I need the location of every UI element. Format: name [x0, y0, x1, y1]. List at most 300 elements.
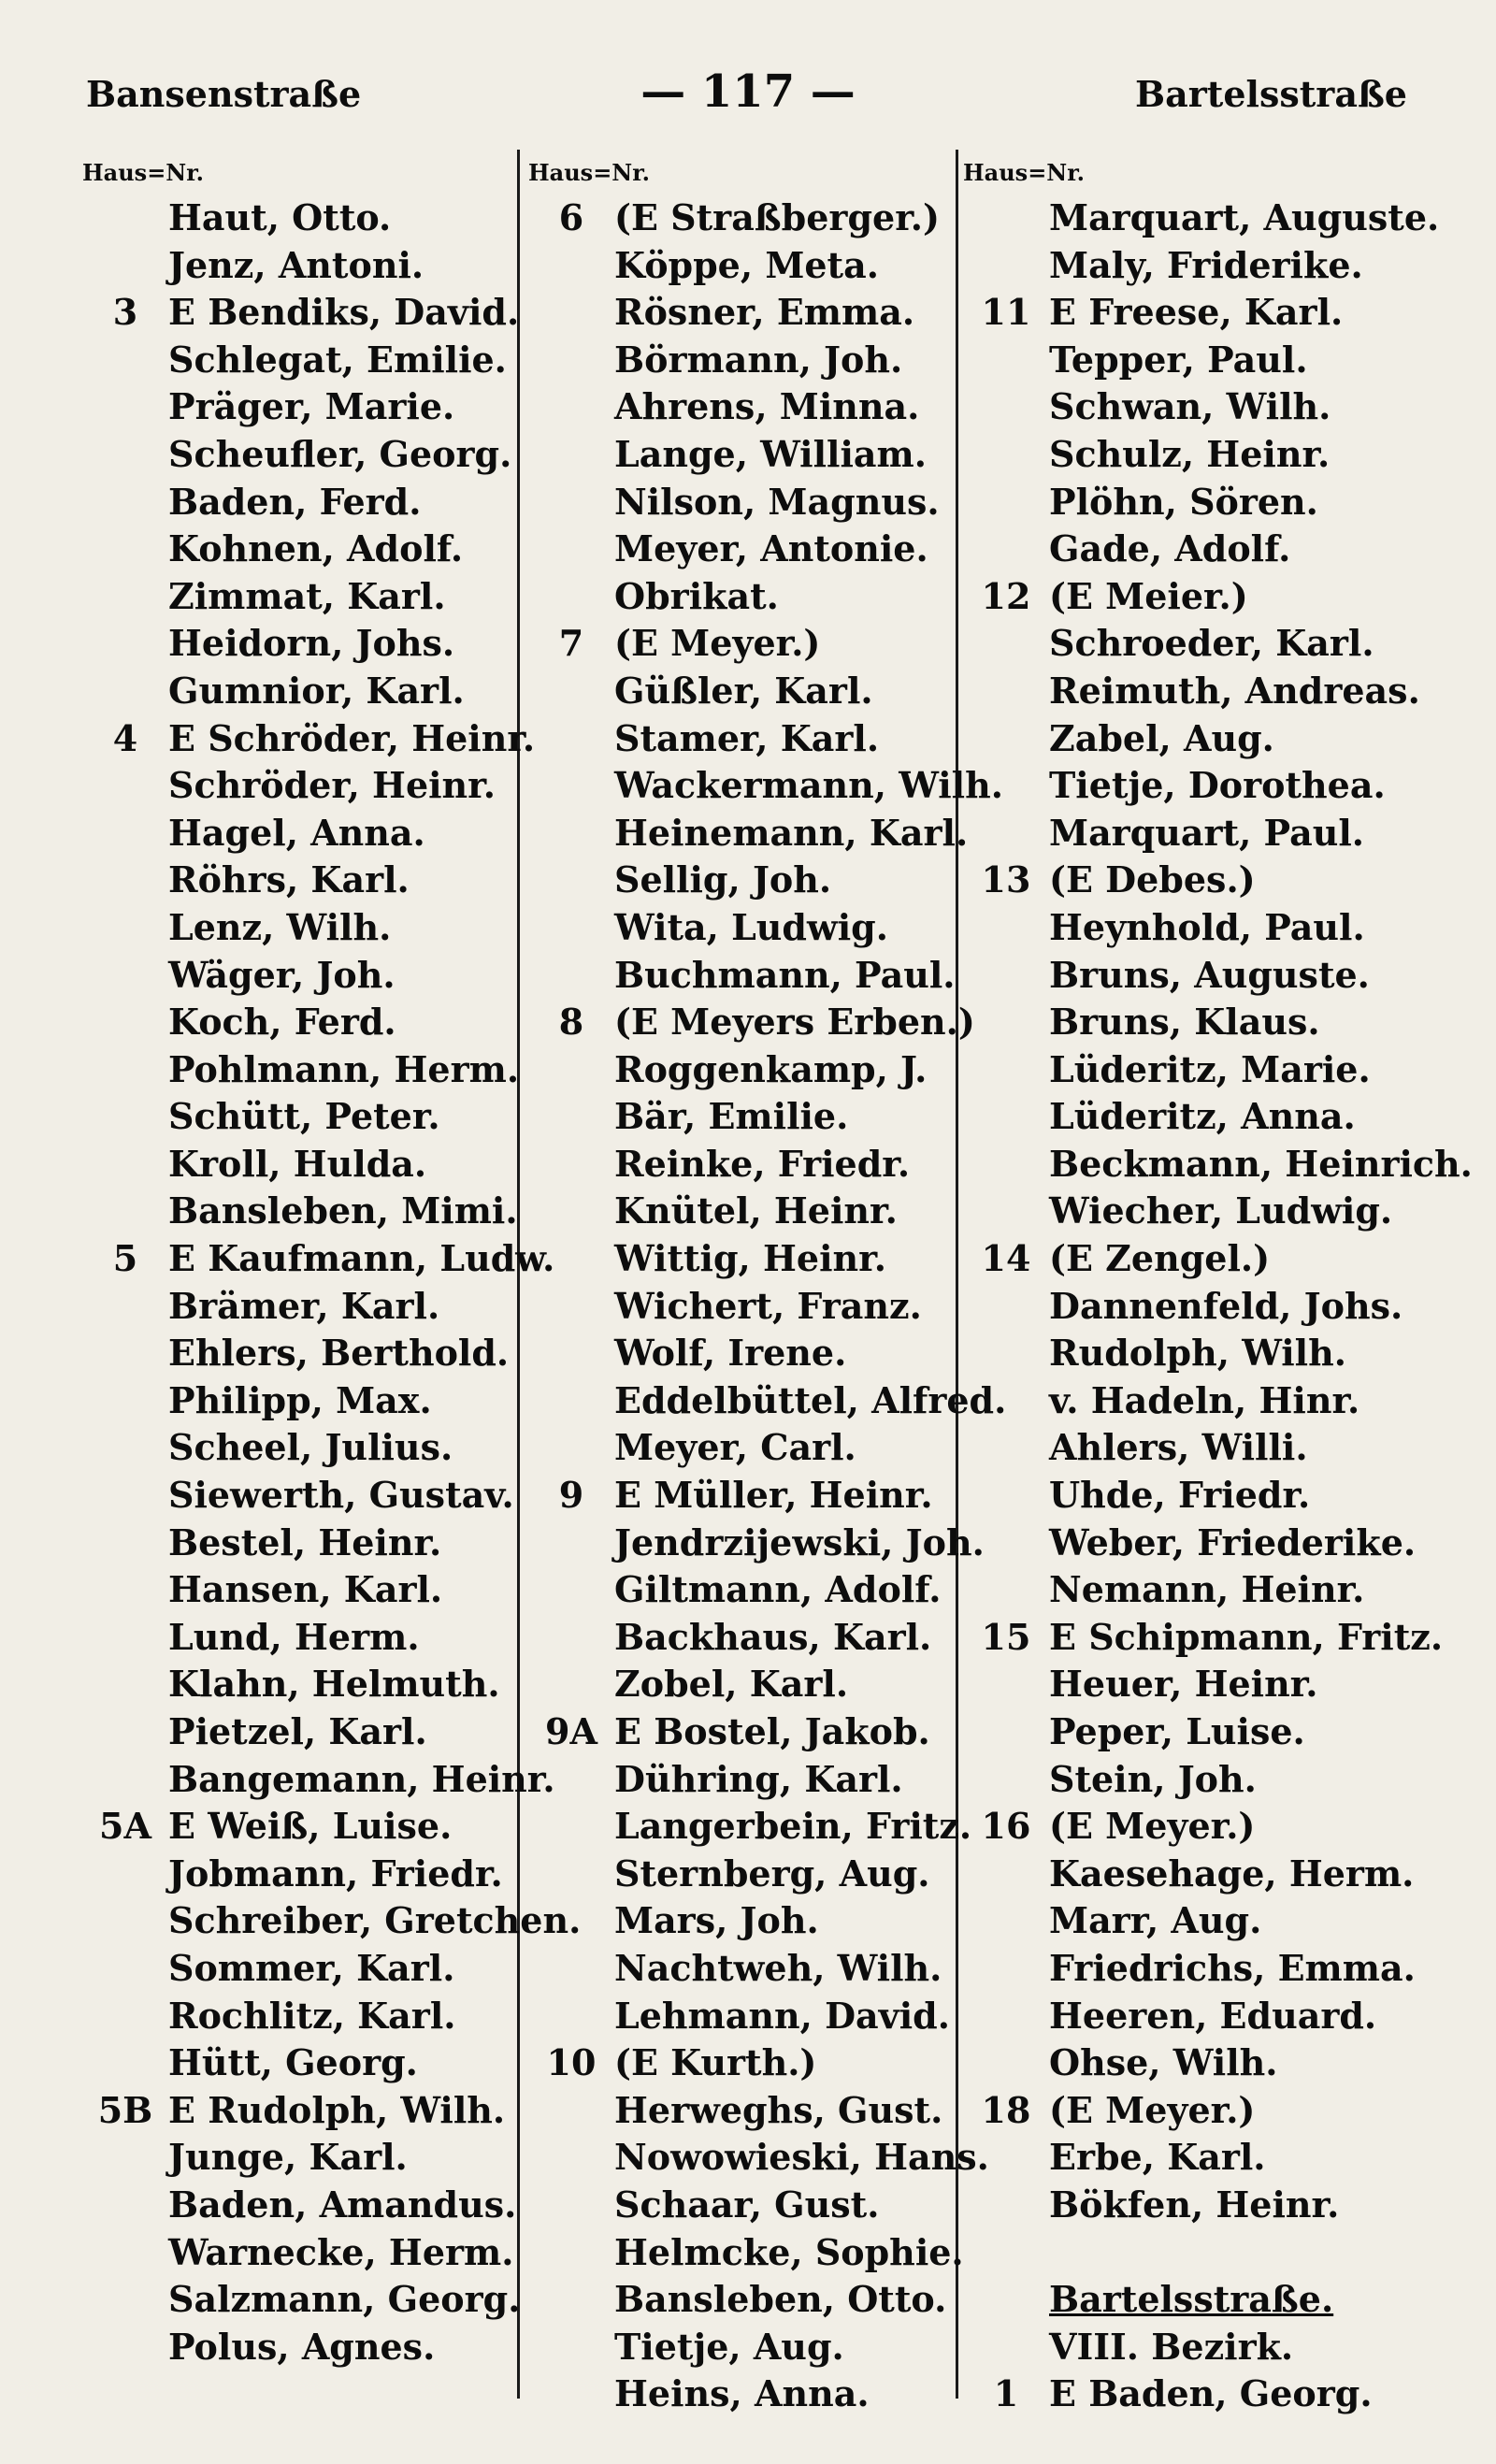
list-item	[82, 715, 536, 763]
list-item	[963, 810, 1412, 857]
list-item	[963, 1945, 1416, 1993]
resident-name: Röhrs, Karl.	[168, 858, 410, 901]
resident-name: Polus, Agnes.	[168, 2325, 436, 2368]
list-item	[528, 1897, 968, 1945]
resident-name: Tietje, Dorothea.	[1049, 764, 1386, 807]
list-item	[82, 195, 512, 242]
list-item	[963, 857, 1412, 904]
resident-name: Klahn, Helmuth.	[168, 1663, 500, 1706]
list-item	[963, 2087, 1412, 2135]
resident-name: Heidorn, Johs.	[168, 622, 455, 665]
resident-name: Ohse, Wilh.	[1049, 2041, 1278, 2084]
resident-name: Koch, Ferd.	[168, 1001, 396, 1044]
list-item	[82, 1851, 512, 1898]
resident-name: Plöhn, Sören.	[1049, 480, 1318, 523]
resident-name: (E Kurth.)	[614, 2041, 817, 2084]
resident-name: Buchmann, Paul.	[614, 953, 956, 996]
list-item	[963, 1897, 1412, 1945]
list-item	[82, 1993, 512, 2040]
resident-name: Sellig, Joh.	[614, 858, 832, 901]
list-item	[963, 2370, 1412, 2418]
list-item	[528, 1046, 968, 1094]
resident-name: Schütt, Peter.	[168, 1095, 440, 1138]
resident-name: Bansleben, Mimi.	[168, 1189, 518, 1232]
resident-name: Lüderitz, Anna.	[1049, 1095, 1356, 1138]
list-item	[528, 1614, 968, 1662]
list-item	[528, 1756, 968, 1804]
list-item	[963, 668, 1420, 715]
list-item	[528, 1141, 968, 1189]
running-head-left: Bansenstraße	[86, 73, 362, 115]
list-item	[963, 2134, 1412, 2182]
resident-name: Marquart, Auguste.	[1049, 196, 1440, 238]
list-item	[528, 1566, 968, 1614]
list-item	[963, 1283, 1412, 1331]
list-item	[963, 1993, 1412, 2040]
house-number: 9	[558, 1474, 584, 1517]
list-item	[82, 479, 512, 526]
resident-name: Baden, Amandus.	[168, 2183, 517, 2226]
resident-name: Nemann, Heinr.	[1049, 1568, 1365, 1611]
resident-name: Beckmann, Heinrich.	[1049, 1142, 1473, 1185]
list-item	[82, 1945, 512, 1993]
resident-name: Rösner, Emma.	[614, 291, 915, 334]
resident-name: Salzmann, Georg.	[168, 2278, 521, 2321]
resident-name: Schroeder, Karl.	[1049, 622, 1374, 665]
resident-name: Bansleben, Otto.	[614, 2278, 947, 2321]
resident-name: (E Meyer.)	[1049, 1805, 1256, 1848]
resident-name: Jenz, Antoni.	[168, 243, 424, 286]
list-item	[963, 2324, 1412, 2371]
list-item	[528, 2134, 989, 2182]
resident-name: Schröder, Heinr.	[168, 764, 496, 807]
resident-name: (E Meyer.)	[1049, 2088, 1256, 2131]
list-item	[82, 1472, 512, 1520]
resident-name: Börmann, Joh.	[614, 338, 903, 381]
list-item	[82, 2182, 517, 2229]
list-item	[82, 904, 512, 952]
list-item	[963, 1708, 1412, 1756]
list-item	[528, 1993, 968, 2040]
resident-name: Giltmann, Adolf.	[614, 1568, 942, 1611]
house-number: 5A	[99, 1805, 151, 1848]
list-item	[528, 2276, 968, 2324]
list-item	[528, 762, 1003, 810]
list-item	[963, 620, 1412, 668]
list-item	[528, 289, 968, 337]
resident-name: Junge, Karl.	[168, 2136, 408, 2179]
resident-name: (E Meier.)	[1049, 574, 1248, 617]
list-item	[82, 620, 512, 668]
list-item	[528, 2229, 968, 2277]
list-item	[528, 2039, 968, 2087]
house-number: 1	[993, 2372, 1019, 2415]
list-item	[963, 1093, 1412, 1141]
resident-name: Zobel, Karl.	[614, 1663, 849, 1706]
resident-name: Stein, Joh.	[1049, 1757, 1257, 1800]
list-item	[82, 1566, 512, 1614]
resident-name: E Weiß, Luise.	[168, 1805, 453, 1848]
list-item	[82, 526, 512, 573]
resident-name: (E Debes.)	[1049, 858, 1256, 901]
resident-name: Maly, Friderike.	[1049, 243, 1363, 286]
resident-name: Meyer, Carl.	[614, 1426, 856, 1469]
resident-name: Reinke, Friedr.	[614, 1142, 911, 1185]
resident-name: Lange, William.	[614, 432, 927, 475]
list-item	[528, 526, 968, 573]
resident-name: Schlegat, Emilie.	[168, 338, 507, 381]
house-number: 9A	[545, 1710, 597, 1752]
list-item	[528, 620, 968, 668]
list-item	[963, 904, 1412, 952]
resident-name: Sternberg, Aug.	[614, 1852, 930, 1895]
list-item	[963, 1330, 1412, 1377]
list-item	[963, 715, 1412, 763]
resident-name: Lenz, Wilh.	[168, 905, 392, 948]
resident-name: (E Meyers Erben.)	[614, 1001, 975, 1044]
resident-name: Lehmann, David.	[614, 1994, 950, 2037]
list-item	[528, 715, 968, 763]
list-item	[82, 1188, 518, 1235]
resident-name: Wackermann, Wilh.	[614, 764, 1003, 807]
resident-name: Güßler, Karl.	[614, 669, 873, 712]
list-item	[963, 526, 1412, 573]
list-item	[82, 952, 512, 1000]
resident-name: Dannenfeld, Johs.	[1049, 1284, 1403, 1327]
resident-name: Gade, Adolf.	[1049, 527, 1291, 570]
resident-name: Gumnior, Karl.	[168, 669, 465, 712]
house-number: 10	[546, 2041, 597, 2084]
resident-name: Wichert, Franz.	[614, 1284, 922, 1327]
list-item	[963, 195, 1440, 242]
list-item	[528, 383, 968, 431]
house-number: 13	[981, 858, 1031, 901]
list-item	[82, 1897, 582, 1945]
resident-name: (E Meyer.)	[614, 622, 821, 665]
resident-name: Nowowieski, Hans.	[614, 2136, 989, 2179]
list-item	[963, 1566, 1412, 1614]
list-item	[82, 810, 512, 857]
directory-column-3	[963, 159, 1473, 2418]
list-item	[82, 1141, 512, 1189]
resident-name: E Freese, Karl.	[1049, 291, 1344, 334]
list-item	[528, 1235, 968, 1283]
resident-name: Wäger, Joh.	[168, 953, 396, 996]
house-number: 16	[981, 1805, 1031, 1848]
list-item	[963, 1377, 1412, 1425]
resident-name: E Kaufmann, Ludw.	[168, 1237, 555, 1280]
resident-name: Philipp, Max.	[168, 1378, 432, 1421]
list-item	[528, 2370, 968, 2418]
resident-name: Knütel, Heinr.	[614, 1189, 898, 1232]
list-item	[82, 1803, 512, 1851]
list-item	[963, 2039, 1412, 2087]
resident-name: Rudolph, Wilh.	[1049, 1332, 1346, 1375]
list-item	[82, 1283, 512, 1331]
list-item	[82, 857, 512, 904]
resident-name: Reimuth, Andreas.	[1049, 669, 1420, 712]
resident-name: Sommer, Karl.	[168, 1946, 455, 1989]
list-item	[82, 573, 512, 621]
list-item	[963, 999, 1412, 1046]
list-item	[528, 1188, 968, 1235]
resident-name: Heeren, Eduard.	[1049, 1994, 1377, 2037]
list-item	[82, 1046, 520, 1094]
resident-name: Friedrichs, Emma.	[1049, 1946, 1416, 1989]
resident-name: Hagel, Anna.	[168, 811, 425, 854]
house-number: 14	[981, 1237, 1031, 1280]
resident-name: Scheel, Julius.	[168, 1426, 453, 1469]
list-item	[963, 2182, 1412, 2229]
list-item	[528, 2324, 968, 2371]
list-item	[963, 1235, 1412, 1283]
list-item	[963, 1756, 1412, 1804]
resident-name: Schaar, Gust.	[614, 2183, 880, 2226]
list-item	[82, 1235, 555, 1283]
resident-name: Pohlmann, Herm.	[168, 1047, 520, 1090]
column-head: Haus=Nr.	[963, 159, 1086, 186]
list-item	[528, 1330, 968, 1377]
resident-name: E Baden, Georg.	[1049, 2372, 1373, 2415]
list-item	[528, 857, 968, 904]
resident-name: Dühring, Karl.	[614, 1757, 903, 1800]
resident-name: Meyer, Antonie.	[614, 527, 928, 570]
resident-name: Pietzel, Karl.	[168, 1710, 427, 1752]
list-item	[528, 1377, 1007, 1425]
resident-name: Heuer, Heinr.	[1049, 1663, 1318, 1706]
list-item	[82, 289, 520, 337]
resident-name: Lund, Herm.	[168, 1615, 420, 1658]
list-item	[963, 242, 1412, 290]
running-head-right: Bartelsstraße	[1135, 73, 1407, 115]
list-item	[528, 952, 968, 1000]
resident-name: Siewerth, Gustav.	[168, 1474, 514, 1517]
list-item	[528, 573, 968, 621]
resident-name: Scheufler, Georg.	[168, 432, 512, 475]
house-number: 4	[112, 716, 138, 759]
list-item	[963, 1661, 1412, 1708]
resident-name: E Bostel, Jakob.	[614, 1710, 930, 1752]
resident-name: Rochlitz, Karl.	[168, 1994, 456, 2037]
resident-name: Bär, Emilie.	[614, 1095, 849, 1138]
list-item	[82, 1661, 512, 1708]
resident-name: Stamer, Karl.	[614, 716, 880, 759]
list-item	[528, 1661, 968, 1708]
resident-name: Hütt, Georg.	[168, 2041, 418, 2084]
resident-name: E Schipmann, Fritz.	[1049, 1615, 1444, 1658]
house-number: 6	[558, 196, 584, 238]
resident-name: Marquart, Paul.	[1049, 811, 1365, 854]
list-item	[963, 383, 1412, 431]
list-item	[528, 810, 968, 857]
list-item	[82, 2087, 512, 2135]
page-number: — 117 —	[640, 65, 856, 118]
list-item	[528, 479, 968, 526]
resident-name: Heinemann, Karl.	[614, 811, 969, 854]
list-item	[963, 573, 1412, 621]
resident-name: Baden, Ferd.	[168, 480, 422, 523]
resident-name: v. Hadeln, Hinr.	[1049, 1378, 1360, 1421]
resident-name: Schreiber, Gretchen.	[168, 1899, 582, 1942]
list-item	[528, 337, 968, 384]
resident-name: Bökfen, Heinr.	[1049, 2183, 1340, 2226]
resident-name: E Schröder, Heinr.	[168, 716, 536, 759]
resident-name: Bangemann, Heinr.	[168, 1757, 555, 1800]
list-item	[528, 2182, 968, 2229]
resident-name: Wita, Ludwig.	[614, 905, 888, 948]
list-item	[963, 1424, 1412, 1472]
house-number: 5B	[97, 2088, 153, 2131]
list-item	[82, 1520, 512, 1567]
list-item	[963, 1803, 1412, 1851]
list-item	[528, 1472, 968, 1520]
list-item	[963, 1472, 1412, 1520]
resident-name: Bruns, Auguste.	[1049, 953, 1370, 996]
list-item	[82, 2324, 512, 2371]
house-number: 11	[981, 291, 1031, 334]
house-number: 3	[112, 291, 138, 334]
list-item	[82, 1377, 512, 1425]
resident-name: Köppe, Meta.	[614, 243, 879, 286]
resident-name: Weber, Friederike.	[1049, 1520, 1417, 1563]
list-item	[82, 999, 512, 1046]
list-item	[528, 904, 968, 952]
list-item	[528, 242, 968, 290]
resident-name: Helmcke, Sophie.	[614, 2230, 964, 2273]
resident-name: Nilson, Magnus.	[614, 480, 940, 523]
resident-name: E Müller, Heinr.	[614, 1474, 933, 1517]
list-item	[82, 1093, 512, 1141]
list-item	[82, 762, 512, 810]
resident-name: Bartelsstraße.	[1049, 2278, 1334, 2321]
list-item	[82, 2276, 521, 2324]
resident-name: Heins, Anna.	[614, 2372, 870, 2415]
list-item	[528, 195, 968, 242]
list-item	[963, 431, 1412, 479]
resident-name: Brämer, Karl.	[168, 1284, 440, 1327]
column-head: Haus=Nr.	[528, 159, 651, 186]
list-item	[963, 2229, 1412, 2277]
resident-name: Warnecke, Herm.	[168, 2230, 514, 2273]
list-item	[82, 1756, 555, 1804]
resident-name: Ahlers, Willi.	[1049, 1426, 1308, 1469]
list-item	[82, 431, 512, 479]
list-item	[963, 479, 1412, 526]
resident-name: Tepper, Paul.	[1049, 338, 1308, 381]
list-item	[963, 2276, 1412, 2324]
resident-name: (E Straßberger.)	[614, 196, 940, 238]
resident-name: Schwan, Wilh.	[1049, 385, 1331, 428]
list-item	[963, 1520, 1417, 1567]
resident-name: (E Zengel.)	[1049, 1237, 1271, 1280]
resident-name: Wittig, Heinr.	[614, 1237, 886, 1280]
resident-name: Präger, Marie.	[168, 385, 455, 428]
resident-name: Kroll, Hulda.	[168, 1142, 427, 1185]
list-item	[963, 289, 1412, 337]
list-item	[528, 1708, 968, 1756]
list-item	[528, 1520, 985, 1567]
list-item	[82, 1614, 512, 1662]
list-item	[82, 1708, 512, 1756]
list-item	[963, 337, 1412, 384]
resident-name: Heynhold, Paul.	[1049, 905, 1365, 948]
house-number: 5	[112, 1237, 138, 1280]
resident-name: Langerbein, Fritz.	[614, 1805, 972, 1848]
list-item	[963, 1188, 1412, 1235]
list-item	[528, 1803, 972, 1851]
house-number: 12	[981, 574, 1031, 617]
resident-name: E Rudolph, Wilh.	[168, 2088, 506, 2131]
resident-name: Bruns, Klaus.	[1049, 1001, 1320, 1044]
resident-name: Kaesehage, Herm.	[1049, 1852, 1415, 1895]
resident-name: Peper, Luise.	[1049, 1710, 1305, 1752]
list-item	[963, 1141, 1473, 1189]
resident-name: Wiecher, Ludwig.	[1049, 1189, 1393, 1232]
house-number: 15	[981, 1615, 1031, 1658]
resident-name: Zabel, Aug.	[1049, 716, 1274, 759]
resident-name: Haut, Otto.	[168, 196, 392, 238]
resident-name: Bestel, Heinr.	[168, 1520, 442, 1563]
resident-name: Obrikat.	[614, 574, 779, 617]
house-number: 8	[558, 1001, 584, 1044]
resident-name: Tietje, Aug.	[614, 2325, 844, 2368]
resident-name: Ehlers, Berthold.	[168, 1332, 510, 1375]
house-number: 7	[558, 622, 584, 665]
list-item	[963, 1046, 1412, 1094]
resident-name: E Bendiks, David.	[168, 291, 520, 334]
resident-name: Zimmat, Karl.	[168, 574, 446, 617]
resident-name: Uhde, Friedr.	[1049, 1474, 1311, 1517]
resident-name: Herweghs, Gust.	[614, 2088, 943, 2131]
resident-name: Marr, Aug.	[1049, 1899, 1262, 1942]
resident-name: Jobmann, Friedr.	[168, 1852, 503, 1895]
list-item	[528, 2087, 968, 2135]
list-item	[963, 952, 1412, 1000]
resident-name: Kohnen, Adolf.	[168, 527, 464, 570]
list-item	[82, 2229, 512, 2277]
list-item	[963, 1851, 1415, 1898]
list-item	[963, 762, 1412, 810]
list-item	[528, 668, 968, 715]
resident-name: Eddelbüttel, Alfred.	[614, 1378, 1007, 1421]
list-item	[528, 999, 975, 1046]
list-item	[82, 383, 512, 431]
resident-name: Nachtweh, Wilh.	[614, 1946, 942, 1989]
list-item	[82, 1424, 512, 1472]
list-item	[963, 1614, 1444, 1662]
list-item	[528, 431, 968, 479]
list-item	[82, 1330, 512, 1377]
resident-name: Roggenkamp, J.	[614, 1047, 928, 1090]
resident-name: Backhaus, Karl.	[614, 1615, 932, 1658]
list-item	[528, 1851, 968, 1898]
resident-name: Jendrzijewski, Joh.	[614, 1520, 985, 1563]
list-item	[82, 2134, 512, 2182]
list-item	[528, 1945, 968, 1993]
list-item	[82, 668, 512, 715]
list-item	[82, 2039, 512, 2087]
house-number: 18	[981, 2088, 1031, 2131]
column-head: Haus=Nr.	[82, 159, 205, 186]
list-item	[528, 1283, 968, 1331]
resident-name: Erbe, Karl.	[1049, 2136, 1266, 2179]
list-item	[82, 242, 512, 290]
list-item	[82, 337, 512, 384]
resident-name: Wolf, Irene.	[614, 1332, 847, 1375]
resident-name: Lüderitz, Marie.	[1049, 1047, 1371, 1090]
list-item	[528, 1093, 968, 1141]
resident-name: Schulz, Heinr.	[1049, 432, 1331, 475]
